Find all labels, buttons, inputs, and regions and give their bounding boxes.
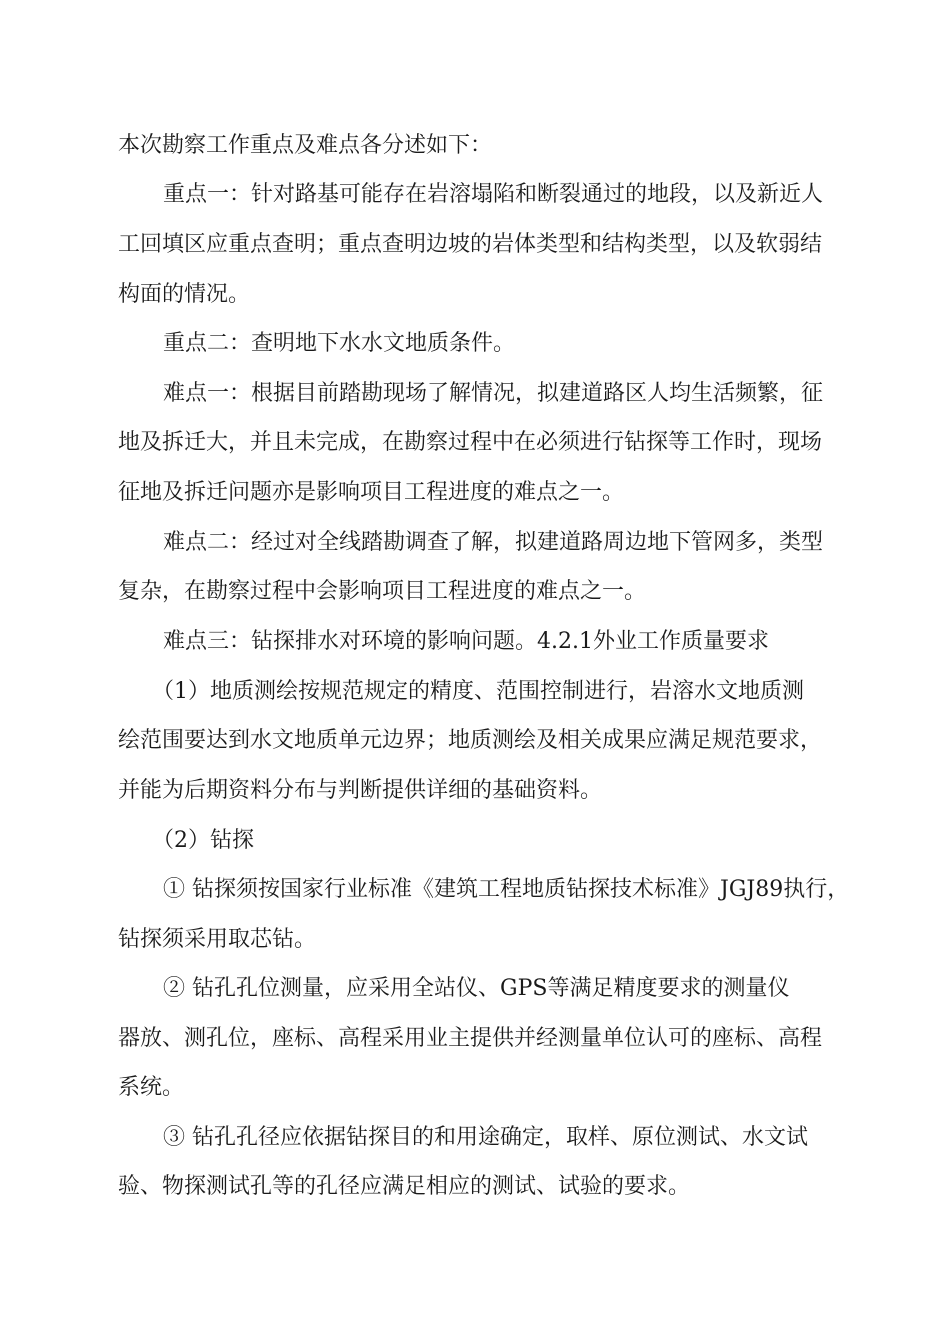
- text-line: 重点一：针对路基可能存在岩溶塌陷和断裂通过的地段，以及新近人: [163, 182, 824, 207]
- text-line: 并能为后期资料分布与判断提供详细的基础资料。: [118, 778, 603, 803]
- text-line: ③ 钻孔孔径应依据钻探目的和用途确定，取样、原位测试、水文试: [163, 1125, 808, 1150]
- text-line: 难点三：钻探排水对环境的影响问题。4.2.1外业工作质量要求: [163, 629, 769, 654]
- text-line: 难点一：根据目前踏勘现场了解情况，拟建道路区人均生活频繁，征: [163, 381, 824, 406]
- text-line: ② 钻孔孔位测量，应采用全站仪、GPS等满足精度要求的测量仪: [163, 976, 790, 1001]
- text-line: 工回填区应重点查明；重点查明边坡的岩体类型和结构类型，以及软弱结: [118, 232, 823, 257]
- text-line: 难点二：经过对全线踏勘调查了解，拟建道路周边地下管网多，类型: [163, 530, 824, 555]
- text-line: 钻探须采用取芯钻。: [118, 927, 317, 952]
- text-line: 器放、测孔位，座标、高程采用业主提供并经测量单位认可的座标、高程: [118, 1026, 823, 1051]
- text-line: 重点二：查明地下水水文地质条件。: [163, 331, 516, 356]
- text-line: 征地及拆迁问题亦是影响项目工程进度的难点之一。: [118, 480, 625, 505]
- text-line: 地及拆迁大，并且未完成，在勘察过程中在必须进行钻探等工作时，现场: [118, 430, 823, 455]
- text-line: （2）钻探: [152, 828, 254, 853]
- text-line: 系统。: [118, 1075, 185, 1100]
- text-line: （1）地质测绘按规范规定的精度、范围控制进行，岩溶水文地质测: [152, 679, 804, 704]
- text-line: 验、物探测试孔等的孔径应满足相应的测试、试验的要求。: [118, 1174, 691, 1199]
- text-line: 复杂，在勘察过程中会影响项目工程进度的难点之一。: [118, 579, 647, 604]
- text-line: ① 钻探须按国家行业标准《建筑工程地质钻探技术标准》JGJ89执行，: [163, 877, 850, 902]
- text-line: 构面的情况。: [118, 282, 251, 307]
- text-line: 绘范围要达到水文地质单元边界；地质测绘及相关成果应满足规范要求，: [118, 728, 823, 753]
- text-line: 本次勘察工作重点及难点各分述如下：: [118, 133, 493, 158]
